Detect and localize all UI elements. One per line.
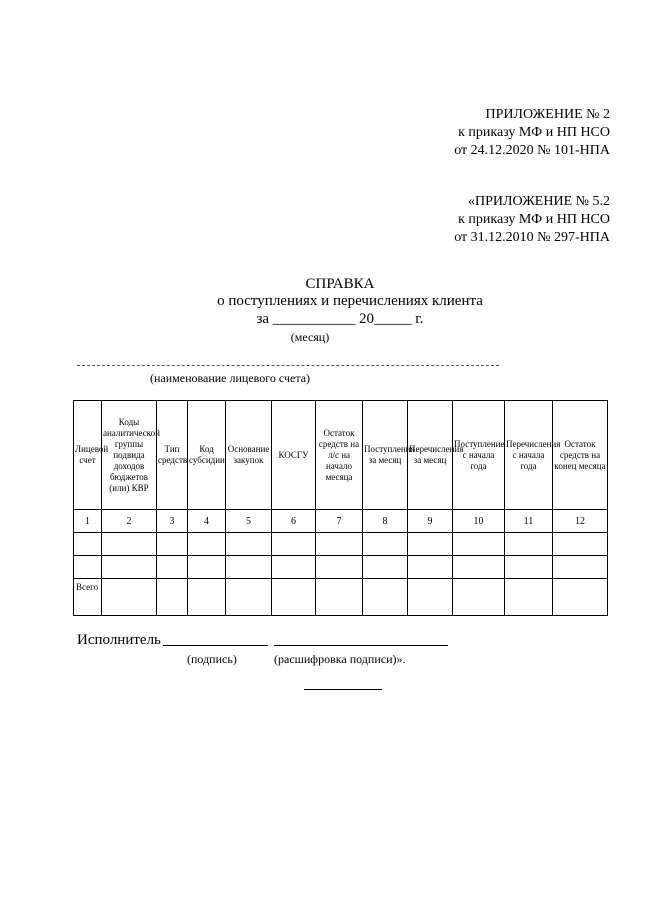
table-cell[interactable] <box>505 579 553 616</box>
period-line: за ___________ 20_____ г. <box>256 311 424 327</box>
column-number: 6 <box>272 510 316 533</box>
total-label: Всего <box>74 579 102 616</box>
column-number: 12 <box>553 510 608 533</box>
column-header: Поступления за месяц <box>363 401 408 510</box>
attachment-header-2 <box>454 193 610 247</box>
table-cell[interactable] <box>102 556 157 579</box>
table-cell[interactable] <box>74 533 102 556</box>
attachment-header-2-line2: к приказу МФ и НП НСО <box>458 212 610 227</box>
column-header: КОСГУ <box>272 401 316 510</box>
table-cell[interactable] <box>102 533 157 556</box>
table-cell[interactable] <box>408 556 453 579</box>
attachment-header-1-line3: от 24.12.2020 № 101-НПА <box>454 143 610 158</box>
column-number: 9 <box>408 510 453 533</box>
column-header: Основание закупок <box>226 401 272 510</box>
attachment-header-1 <box>454 106 610 160</box>
table-cell[interactable] <box>505 556 553 579</box>
table-header-row <box>74 401 608 510</box>
column-number: 1 <box>74 510 102 533</box>
column-number: 8 <box>363 510 408 533</box>
column-header: Коды аналитической группы подвида доходов бюджетов (или) КВР <box>102 401 157 510</box>
table-cell[interactable] <box>553 556 608 579</box>
column-number: 2 <box>102 510 157 533</box>
signature-line <box>163 645 268 646</box>
table-cell[interactable] <box>188 556 226 579</box>
table-cell[interactable] <box>453 556 505 579</box>
column-header: Остаток средств на конец месяца <box>553 401 608 510</box>
table-cell[interactable] <box>363 556 408 579</box>
table-cell[interactable] <box>74 556 102 579</box>
column-number: 4 <box>188 510 226 533</box>
column-header: Тип средств <box>157 401 188 510</box>
closing-separator <box>304 689 382 690</box>
table-cell[interactable] <box>363 533 408 556</box>
table-cell[interactable] <box>316 533 363 556</box>
table-cell[interactable] <box>453 533 505 556</box>
period-caption: (месяц) <box>290 330 330 344</box>
table-cell[interactable] <box>272 533 316 556</box>
table-cell[interactable] <box>157 533 188 556</box>
signature-caption: (подпись) <box>187 652 237 666</box>
attachment-header-1-line1: ПРИЛОЖЕНИЕ № 2 <box>485 107 610 122</box>
column-number: 7 <box>316 510 363 533</box>
table-cell[interactable] <box>553 533 608 556</box>
account-caption: (наименование лицевого счета) <box>150 371 311 385</box>
table-cell[interactable] <box>226 579 272 616</box>
table-cell[interactable] <box>453 579 505 616</box>
table-cell[interactable] <box>408 579 453 616</box>
column-header: Перечисления за месяц <box>408 401 453 510</box>
account-name-line <box>77 365 499 366</box>
table-cell[interactable] <box>408 533 453 556</box>
column-header: Остаток средств на л/с на начало месяца <box>316 401 363 510</box>
attachment-header-1-line2: к приказу МФ и НП НСО <box>458 125 610 140</box>
table-cell[interactable] <box>157 579 188 616</box>
executor-label: Исполнитель <box>77 632 161 648</box>
table-cell[interactable] <box>316 579 363 616</box>
table-cell[interactable] <box>226 533 272 556</box>
column-header: Лицевой счет <box>74 401 102 510</box>
signature-decode-line <box>274 645 448 646</box>
table-cell[interactable] <box>188 533 226 556</box>
table-cell[interactable] <box>316 556 363 579</box>
column-number: 11 <box>505 510 553 533</box>
column-number: 3 <box>157 510 188 533</box>
table-cell[interactable] <box>505 533 553 556</box>
signature-decode-caption: (расшифровка подписи)». <box>274 652 406 666</box>
total-row <box>74 579 608 616</box>
table-row <box>74 556 608 579</box>
table-cell[interactable] <box>272 556 316 579</box>
table-cell[interactable] <box>553 579 608 616</box>
table-row <box>74 533 608 556</box>
column-number: 5 <box>226 510 272 533</box>
table-cell[interactable] <box>363 579 408 616</box>
attachment-header-2-line3: от 31.12.2010 № 297-НПА <box>454 230 610 245</box>
table-cell[interactable] <box>102 579 157 616</box>
table-cell[interactable] <box>157 556 188 579</box>
table-cell[interactable] <box>188 579 226 616</box>
report-table <box>73 400 608 616</box>
column-header: Перечисления с начала года <box>505 401 553 510</box>
table-cell[interactable] <box>226 556 272 579</box>
column-header: Поступление с начала года <box>453 401 505 510</box>
document-title: СПРАВКА <box>305 276 375 292</box>
document-subtitle: о поступлениях и перечислениях клиента <box>217 293 483 309</box>
column-number-row <box>74 510 608 533</box>
attachment-header-2-line1: «ПРИЛОЖЕНИЕ № 5.2 <box>468 194 610 209</box>
table-cell[interactable] <box>272 579 316 616</box>
column-number: 10 <box>453 510 505 533</box>
column-header: Код субсидии <box>188 401 226 510</box>
